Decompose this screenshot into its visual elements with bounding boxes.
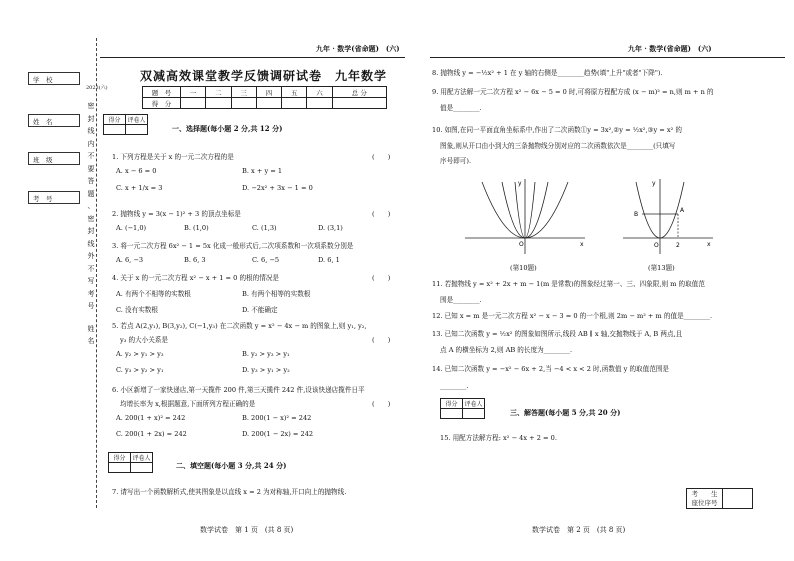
year-vertical: 2023(六) bbox=[86, 85, 108, 91]
gutter-char: 题 bbox=[87, 189, 95, 198]
right-footer: 数学试卷 第 2 页 (共 8 页) bbox=[532, 526, 626, 534]
gutter-char: 要 bbox=[87, 164, 95, 173]
question-1: 1. 下列方程是关于 x 的一元二次方程的是 bbox=[112, 153, 234, 161]
grader-name[interactable] bbox=[131, 463, 153, 473]
seat-label-2: 座位序号 bbox=[691, 498, 718, 507]
score-header-cell: 五 bbox=[282, 87, 307, 98]
score-table bbox=[142, 86, 387, 109]
question-15: 15. 用配方法解方程: x² − 4x + 2 = 0. bbox=[440, 434, 557, 442]
gutter-char: 内 bbox=[87, 139, 95, 148]
answer-paren[interactable]: ( ) bbox=[372, 153, 391, 161]
field-class[interactable]: 班 级 bbox=[28, 152, 80, 165]
gutter-char: 线 bbox=[87, 127, 95, 135]
score-cell[interactable] bbox=[307, 98, 332, 109]
gutter-char: 封 bbox=[87, 227, 95, 235]
y-label: y bbox=[652, 180, 656, 187]
seat-number-cell[interactable] bbox=[723, 489, 753, 509]
figure-10-graph bbox=[460, 176, 590, 256]
question-2: 2. 抛物线 y = 3(x − 1)² + 3 的顶点坐标是 bbox=[112, 210, 241, 218]
gutter-char: 名 bbox=[87, 337, 95, 345]
gutter-char: 号 bbox=[87, 302, 95, 310]
question-6: 6. 小区新增了一家快递店,第一天揽件 200 件,第三天揽件 242 件,设该快递店揽件日平 bbox=[112, 386, 365, 394]
question-13-cont: 点 A 的横坐标为 2,则 AB 的长度为________. bbox=[440, 346, 573, 354]
question-10-cont: 图象,则从开口由小到大的三条抛物线分别对应的二次函数依次是________(只填写 bbox=[440, 142, 676, 150]
question-9-cont: 值是________. bbox=[440, 104, 482, 112]
grader-name[interactable] bbox=[126, 125, 148, 135]
answer-paren[interactable]: ( ) bbox=[372, 400, 391, 408]
header-rule bbox=[100, 57, 405, 58]
gutter-char: 姓 bbox=[87, 324, 95, 333]
question-6-cont: 均增长率为 x,根据题意,下面所列方程正确的是 bbox=[120, 400, 256, 408]
option: B. 200(1 − x)² = 242 bbox=[242, 414, 312, 422]
y-label: y bbox=[518, 180, 522, 187]
score-header-cell: 二 bbox=[206, 87, 231, 98]
score-label: 得 分 bbox=[143, 98, 181, 109]
seat-number-box bbox=[686, 488, 753, 509]
header-rule bbox=[430, 57, 785, 58]
option: C. 200(1 + 2x) = 242 bbox=[116, 430, 187, 438]
option: D. 6, 1 bbox=[318, 256, 340, 264]
gutter-char: 答 bbox=[87, 177, 95, 185]
question-9: 9. 用配方法解一元二次方程 x² − 6x − 5 = 0 时,可将原方程配方成 (x − m)² = n,则 m + n 的 bbox=[432, 88, 714, 96]
gutter-char: 考 bbox=[87, 289, 95, 298]
left-header: 九年 · 数学(省命题) (六) bbox=[316, 44, 400, 53]
exam-title: 双减高效课堂教学反馈调研试卷 九年数学 bbox=[140, 69, 388, 83]
option: C. y₃ > y₂ > y₁ bbox=[116, 366, 164, 374]
gutter-line bbox=[96, 38, 97, 508]
option: D. 不能确定 bbox=[242, 306, 278, 314]
option: C. x + 1/x = 3 bbox=[116, 184, 163, 192]
grader-score[interactable] bbox=[104, 125, 126, 135]
score-header-cell: 总 分 bbox=[332, 87, 386, 98]
score-header-cell: 六 bbox=[307, 87, 332, 98]
field-school[interactable]: 学 校 bbox=[28, 72, 80, 85]
grader-name[interactable] bbox=[463, 409, 485, 419]
option: A. x − 6 = 0 bbox=[116, 167, 157, 175]
score-header-cell: 一 bbox=[181, 87, 206, 98]
score-cell[interactable] bbox=[282, 98, 307, 109]
gutter-char: 密 bbox=[87, 102, 95, 110]
option: A. y₂ > y₁ > y₃ bbox=[116, 350, 164, 358]
gutter-char: 写 bbox=[87, 277, 95, 285]
score-cell[interactable] bbox=[256, 98, 281, 109]
x-label: x bbox=[707, 241, 711, 248]
score-header-cell: 题 号 bbox=[143, 87, 181, 98]
grader-box-2: 得分 评卷人 bbox=[108, 452, 153, 473]
origin-label: O bbox=[519, 241, 524, 248]
option: D. (3,1) bbox=[318, 224, 343, 232]
gutter-char: 不 bbox=[87, 264, 95, 273]
label-a: A bbox=[680, 207, 685, 214]
score-cell[interactable] bbox=[181, 98, 206, 109]
question-14: 14. 已知二次函数 y = −x² − 6x + 2,当 −4 < x < 2 时,函数值 y 的取值范围是 bbox=[432, 365, 670, 373]
section-2-title: 二、填空题(每小题 3 分,共 24 分) bbox=[176, 461, 287, 470]
gutter-char: 、 bbox=[87, 202, 95, 210]
question-10: 10. 如图,在同一平面直角坐标系中,作出了二次函数①y = 3x²,②y = ½x²,③y = x² 的 bbox=[432, 126, 682, 134]
figure-13-caption: (第13题) bbox=[648, 264, 675, 272]
field-name[interactable]: 姓 名 bbox=[28, 114, 80, 127]
option: B. (1,0) bbox=[184, 224, 209, 232]
gutter-char: 密 bbox=[87, 214, 95, 223]
question-5-cont: y₃ 的大小关系是 bbox=[120, 336, 169, 344]
right-header: 九年 · 数学(省命题) (六) bbox=[628, 44, 712, 53]
figure-13-graph bbox=[618, 176, 718, 256]
option: A. 有两个不相等的实数根 bbox=[116, 290, 191, 298]
label-b: B bbox=[634, 211, 639, 218]
score-header-cell: 三 bbox=[231, 87, 256, 98]
score-header-cell: 四 bbox=[256, 87, 281, 98]
score-cell[interactable] bbox=[206, 98, 231, 109]
grader-score[interactable] bbox=[109, 463, 131, 473]
option: B. 有两个相等的实数根 bbox=[242, 290, 311, 298]
option: D. 200(1 − 2x) = 242 bbox=[242, 430, 314, 438]
seat-label-1: 考 生 bbox=[691, 489, 718, 498]
option: B. y₂ > y₃ > y₁ bbox=[242, 350, 290, 358]
option: A. 200(1 + x)² = 242 bbox=[116, 414, 186, 422]
answer-paren[interactable]: ( ) bbox=[372, 274, 391, 282]
gutter-text bbox=[86, 100, 96, 348]
option: C. (1,3) bbox=[252, 224, 277, 232]
question-3: 3. 将一元二次方程 6x² − 1 = 5x 化成一般形式后,二次项系数和一次项系数分别是 bbox=[112, 242, 354, 250]
question-5: 5. 若点 A(2,y₁), B(3,y₂), C(−1,y₃) 在二次函数 y = x² − 4x − m 的图象上,则 y₁, y₂, bbox=[112, 322, 367, 330]
gutter-char: 外 bbox=[87, 252, 95, 260]
grader-score[interactable] bbox=[441, 409, 463, 419]
option: D. −2x² + 3x − 1 = 0 bbox=[242, 184, 313, 192]
option: C. 没有实数根 bbox=[116, 306, 158, 314]
x-label: x bbox=[580, 241, 584, 248]
right-page bbox=[410, 0, 794, 561]
section-1-title: 一、选择题(每小题 2 分,共 12 分) bbox=[172, 124, 283, 133]
gutter-char: 线 bbox=[87, 239, 95, 248]
answer-paren[interactable]: ( ) bbox=[372, 210, 391, 218]
question-13: 13. 已知二次函数 y = ½x² 的图象如图所示,线段 AB ∥ x 轴,交抛物线于 A, B 两点,且 bbox=[432, 330, 683, 338]
figure-10-caption: (第10题) bbox=[510, 264, 537, 272]
section-3-title: 三、解答题(每小题 5 分,共 20 分) bbox=[510, 408, 621, 417]
label-2: 2 bbox=[676, 242, 680, 249]
option: A. (−1,0) bbox=[116, 224, 147, 232]
question-11: 11. 若抛物线 y = x² + 2x + m − 1(m 是常数)的图象经过第一、三、四象限,则 m 的取值范 bbox=[432, 280, 705, 288]
grader-box-3: 得分 评卷人 bbox=[440, 398, 485, 419]
option: D. y₃ > y₁ > y₂ bbox=[242, 366, 290, 374]
origin-label: O bbox=[654, 242, 659, 249]
question-10-cont: 序号即可). bbox=[440, 157, 472, 165]
question-4: 4. 关于 x 的一元二次方程 x² − x + 1 = 0 的根的情况是 bbox=[112, 274, 280, 282]
question-8: 8. 抛物线 y = −½x² + 1 在 y 轴的右侧是________趋势(填"上升"或者"下降"). bbox=[432, 69, 663, 77]
option: A. 6, −3 bbox=[116, 256, 144, 264]
option: C. 6, −5 bbox=[252, 256, 280, 264]
question-7: 7. 请写出一个函数解析式,使其图象是以直线 x = 2 为对称轴,开口向上的抛物线. bbox=[112, 488, 347, 496]
score-cell[interactable] bbox=[332, 98, 386, 109]
option: B. 6, 3 bbox=[184, 256, 206, 264]
gutter-char: 封 bbox=[87, 114, 95, 123]
answer-blank[interactable]: ________. bbox=[440, 382, 469, 390]
score-cell[interactable] bbox=[231, 98, 256, 109]
question-11-cont: 围是________. bbox=[440, 296, 482, 304]
gutter-char: 不 bbox=[87, 152, 95, 160]
field-exam-number[interactable]: 考 号 bbox=[28, 191, 80, 204]
answer-paren[interactable]: ( ) bbox=[372, 336, 391, 344]
option: B. x + y = 1 bbox=[242, 167, 283, 175]
question-12: 12. 已知 x = m 是一元二次方程 x² − x − 3 = 0 的一个根,则 2m − m² + m 的值是________. bbox=[432, 312, 713, 320]
grader-box-1: 得分 评卷人 bbox=[103, 114, 148, 135]
left-footer: 数学试卷 第 1 页 (共 8 页) bbox=[200, 526, 294, 534]
